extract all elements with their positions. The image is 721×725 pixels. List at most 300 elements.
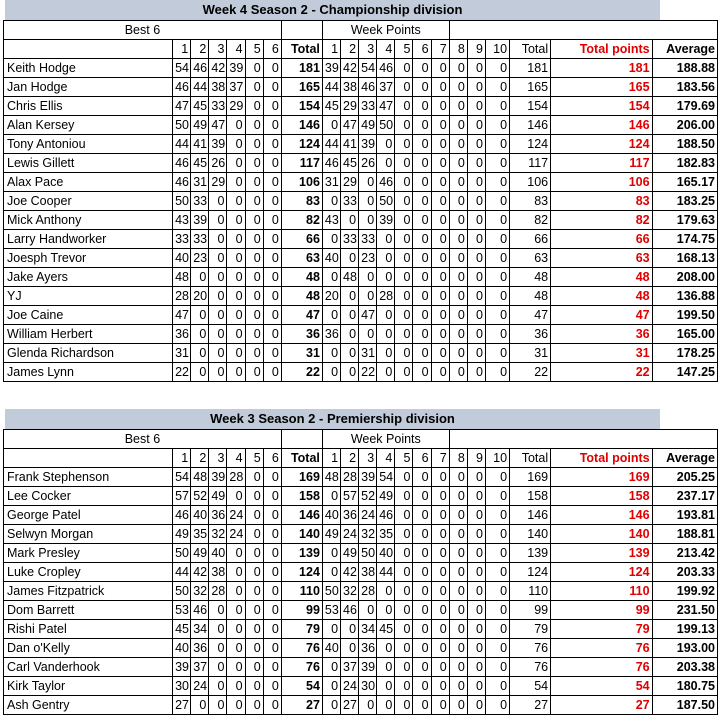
- week-score-cell: 0: [431, 192, 449, 211]
- week-score-cell: 0: [449, 116, 467, 135]
- week-score-cell: 0: [449, 230, 467, 249]
- week-score-cell: 0: [485, 154, 509, 173]
- total-points-cell: 154: [551, 97, 652, 116]
- week-score-cell: 0: [467, 173, 485, 192]
- best-score-cell: 0: [263, 696, 281, 715]
- best-score-cell: 27: [173, 696, 191, 715]
- week-score-cell: 54: [377, 468, 395, 487]
- week-column-header: 6: [413, 449, 431, 468]
- week-score-cell: 0: [467, 363, 485, 382]
- total-points-cell: 54: [551, 677, 652, 696]
- best-score-cell: 36: [209, 506, 227, 525]
- best-score-cell: 0: [245, 154, 263, 173]
- week-score-cell: 0: [431, 344, 449, 363]
- week-score-cell: 0: [377, 363, 395, 382]
- best-total-cell: 99: [281, 601, 322, 620]
- best6-header: Best 6: [4, 430, 282, 449]
- week-score-cell: 0: [431, 582, 449, 601]
- best-score-cell: 0: [263, 192, 281, 211]
- best-total-cell: 139: [281, 544, 322, 563]
- table-row: [4, 468, 718, 487]
- week-score-cell: 0: [449, 192, 467, 211]
- total-points-cell: 63: [551, 249, 652, 268]
- week-score-cell: 32: [359, 525, 377, 544]
- average-cell: 199.13: [652, 620, 717, 639]
- week-score-cell: 50: [322, 582, 340, 601]
- total-points-cell: 139: [551, 544, 652, 563]
- best-score-cell: 0: [227, 249, 245, 268]
- week-score-cell: 0: [413, 677, 431, 696]
- week-score-cell: 0: [449, 506, 467, 525]
- week-score-cell: 0: [395, 563, 413, 582]
- week-score-cell: 0: [449, 658, 467, 677]
- week-score-cell: 50: [359, 544, 377, 563]
- week-score-cell: 26: [359, 154, 377, 173]
- group-header-row: [4, 21, 718, 40]
- total-points-cell: 76: [551, 639, 652, 658]
- week-score-cell: 0: [485, 268, 509, 287]
- table-row: [4, 601, 718, 620]
- table-row: [4, 154, 718, 173]
- player-name: Tony Antoniou: [4, 135, 173, 154]
- best-score-cell: 54: [173, 59, 191, 78]
- average-cell: 136.88: [652, 287, 717, 306]
- best-score-cell: 0: [263, 135, 281, 154]
- best-total-cell: 124: [281, 563, 322, 582]
- week-score-cell: 46: [377, 506, 395, 525]
- week-score-cell: 45: [322, 97, 340, 116]
- week-score-cell: 29: [341, 97, 359, 116]
- total-column-header: Total: [281, 449, 322, 468]
- week-score-cell: 0: [467, 658, 485, 677]
- week-score-cell: 0: [431, 677, 449, 696]
- name-column-header: [4, 449, 173, 468]
- average-cell: 231.50: [652, 601, 717, 620]
- table-row: [4, 287, 718, 306]
- week-score-cell: 0: [377, 230, 395, 249]
- week-score-cell: 0: [395, 249, 413, 268]
- best-total-cell: 76: [281, 639, 322, 658]
- week-score-cell: 0: [413, 192, 431, 211]
- week-score-cell: 0: [413, 211, 431, 230]
- total2-column-header: Total: [510, 40, 551, 59]
- best-score-cell: 0: [263, 287, 281, 306]
- total-points-cell: 48: [551, 268, 652, 287]
- week-score-cell: 0: [485, 658, 509, 677]
- best-score-cell: 0: [245, 59, 263, 78]
- week-total-cell: 140: [510, 525, 551, 544]
- week-column-header: 9: [467, 40, 485, 59]
- week-score-cell: 24: [341, 525, 359, 544]
- week-column-header: 1: [322, 40, 340, 59]
- best-score-cell: 0: [209, 639, 227, 658]
- total-points-cell: 47: [551, 306, 652, 325]
- best-column-header: 3: [209, 40, 227, 59]
- best-score-cell: 0: [263, 544, 281, 563]
- best-score-cell: 0: [245, 97, 263, 116]
- best-total-cell: 146: [281, 506, 322, 525]
- average-cell: 199.50: [652, 306, 717, 325]
- player-name: Frank Stephenson: [4, 468, 173, 487]
- best-column-header: 4: [227, 40, 245, 59]
- best-score-cell: 0: [245, 287, 263, 306]
- best-score-cell: 0: [263, 563, 281, 582]
- week-score-cell: 0: [322, 563, 340, 582]
- week-score-cell: 39: [359, 658, 377, 677]
- table-row: [4, 59, 718, 78]
- player-name: Luke Cropley: [4, 563, 173, 582]
- best-score-cell: 0: [245, 192, 263, 211]
- week-score-cell: 40: [322, 249, 340, 268]
- week-total-cell: 139: [510, 544, 551, 563]
- week-score-cell: 0: [413, 230, 431, 249]
- week-score-cell: 0: [449, 563, 467, 582]
- week-score-cell: 0: [449, 173, 467, 192]
- table-row: [4, 487, 718, 506]
- best-total-cell: 181: [281, 59, 322, 78]
- best-score-cell: 0: [263, 325, 281, 344]
- best-score-cell: 0: [263, 487, 281, 506]
- week-score-cell: 0: [359, 287, 377, 306]
- week-total-cell: 31: [510, 344, 551, 363]
- best-score-cell: 39: [209, 135, 227, 154]
- week-score-cell: 0: [395, 211, 413, 230]
- table-row: [4, 639, 718, 658]
- week-score-cell: 0: [377, 135, 395, 154]
- best-score-cell: 54: [173, 468, 191, 487]
- best-score-cell: 57: [173, 487, 191, 506]
- week-total-cell: 63: [510, 249, 551, 268]
- week-score-cell: 0: [485, 211, 509, 230]
- best-total-cell: 158: [281, 487, 322, 506]
- best-score-cell: 0: [227, 230, 245, 249]
- best-score-cell: 0: [263, 677, 281, 696]
- best-score-cell: 28: [209, 582, 227, 601]
- total-points-cell: 83: [551, 192, 652, 211]
- week-score-cell: 0: [395, 306, 413, 325]
- best-score-cell: 0: [263, 59, 281, 78]
- average-cell: 203.38: [652, 658, 717, 677]
- best-column-header: 5: [245, 449, 263, 468]
- week-score-cell: 0: [413, 601, 431, 620]
- best-column-header: 2: [191, 40, 209, 59]
- week-score-cell: 0: [449, 639, 467, 658]
- best-score-cell: 47: [209, 116, 227, 135]
- average-cell: 188.50: [652, 135, 717, 154]
- best-score-cell: 0: [191, 363, 209, 382]
- best-score-cell: 40: [173, 249, 191, 268]
- best-score-cell: 38: [209, 78, 227, 97]
- player-name: Alan Kersey: [4, 116, 173, 135]
- best-total-cell: 169: [281, 468, 322, 487]
- best-score-cell: 49: [209, 487, 227, 506]
- week-score-cell: 0: [467, 154, 485, 173]
- week-score-cell: 0: [431, 658, 449, 677]
- week-score-cell: 0: [485, 325, 509, 344]
- week-score-cell: 0: [395, 287, 413, 306]
- week-score-cell: 50: [377, 192, 395, 211]
- best-score-cell: 53: [173, 601, 191, 620]
- week-total-cell: 27: [510, 696, 551, 715]
- best-total-cell: 36: [281, 325, 322, 344]
- week-score-cell: 45: [377, 620, 395, 639]
- standings-table: [3, 429, 718, 715]
- week-score-cell: 0: [467, 230, 485, 249]
- best-column-header: 1: [173, 449, 191, 468]
- table-row: [4, 563, 718, 582]
- best-score-cell: 37: [191, 658, 209, 677]
- week-score-cell: 24: [341, 677, 359, 696]
- best-score-cell: 0: [263, 582, 281, 601]
- best-score-cell: 49: [191, 544, 209, 563]
- week-score-cell: 38: [341, 78, 359, 97]
- week-score-cell: 33: [341, 192, 359, 211]
- week-score-cell: 0: [449, 468, 467, 487]
- week-score-cell: 0: [395, 601, 413, 620]
- week-score-cell: 0: [485, 363, 509, 382]
- best-score-cell: 33: [191, 230, 209, 249]
- best-score-cell: 0: [209, 287, 227, 306]
- week-score-cell: 46: [377, 59, 395, 78]
- best-score-cell: 0: [263, 363, 281, 382]
- player-name: Ash Gentry: [4, 696, 173, 715]
- week-score-cell: 0: [413, 363, 431, 382]
- best-score-cell: 0: [245, 582, 263, 601]
- table-row: [4, 192, 718, 211]
- week-column-header: 5: [395, 449, 413, 468]
- week-score-cell: 46: [341, 601, 359, 620]
- best-score-cell: 43: [173, 211, 191, 230]
- total-points-cell: 106: [551, 173, 652, 192]
- week-score-cell: 0: [377, 658, 395, 677]
- table-row: [4, 268, 718, 287]
- best-score-cell: 33: [209, 97, 227, 116]
- week-score-cell: 20: [322, 287, 340, 306]
- best-score-cell: 0: [227, 325, 245, 344]
- week-score-cell: 0: [431, 696, 449, 715]
- week-score-cell: 0: [413, 344, 431, 363]
- best-column-header: 4: [227, 449, 245, 468]
- week-score-cell: 0: [431, 363, 449, 382]
- week-score-cell: 44: [322, 135, 340, 154]
- week-score-cell: 0: [395, 582, 413, 601]
- table-row: [4, 525, 718, 544]
- best-score-cell: 31: [191, 173, 209, 192]
- week-score-cell: 43: [322, 211, 340, 230]
- week-score-cell: 0: [431, 59, 449, 78]
- total-points-cell: 165: [551, 78, 652, 97]
- week-score-cell: 0: [467, 97, 485, 116]
- week-score-cell: 0: [413, 78, 431, 97]
- best-total-cell: 146: [281, 116, 322, 135]
- best-score-cell: 0: [191, 696, 209, 715]
- best-score-cell: 0: [209, 677, 227, 696]
- best-score-cell: 0: [245, 116, 263, 135]
- best-score-cell: 0: [245, 487, 263, 506]
- week-score-cell: 0: [322, 344, 340, 363]
- week-score-cell: 0: [431, 468, 449, 487]
- week-score-cell: 34: [359, 620, 377, 639]
- best-score-cell: 0: [263, 97, 281, 116]
- best-score-cell: 49: [173, 525, 191, 544]
- average-cell: 206.00: [652, 116, 717, 135]
- best-column-header: 3: [209, 449, 227, 468]
- header-spacer: [281, 21, 322, 40]
- best-total-cell: 82: [281, 211, 322, 230]
- best-score-cell: 45: [191, 97, 209, 116]
- best-score-cell: 0: [263, 344, 281, 363]
- best-score-cell: 0: [227, 192, 245, 211]
- week-score-cell: 0: [341, 249, 359, 268]
- week-score-cell: 0: [395, 468, 413, 487]
- week-score-cell: 0: [341, 325, 359, 344]
- best-score-cell: 0: [209, 230, 227, 249]
- week-score-cell: 0: [359, 325, 377, 344]
- best-score-cell: 46: [173, 173, 191, 192]
- week-total-cell: 54: [510, 677, 551, 696]
- week-score-cell: 57: [341, 487, 359, 506]
- table-row: [4, 344, 718, 363]
- column-header-row: [4, 40, 718, 59]
- week-total-cell: 165: [510, 78, 551, 97]
- week-score-cell: 28: [377, 287, 395, 306]
- best-total-cell: 22: [281, 363, 322, 382]
- premiership-table-section: [3, 409, 718, 715]
- player-name: Joe Cooper: [4, 192, 173, 211]
- average-cell: 183.56: [652, 78, 717, 97]
- best-score-cell: 0: [209, 601, 227, 620]
- best-score-cell: 0: [263, 525, 281, 544]
- week-score-cell: 0: [449, 344, 467, 363]
- best-score-cell: 34: [191, 620, 209, 639]
- average-cell: 208.00: [652, 268, 717, 287]
- week-score-cell: 0: [322, 677, 340, 696]
- week-score-cell: 0: [413, 59, 431, 78]
- total-points-cell: 82: [551, 211, 652, 230]
- best-score-cell: 52: [191, 487, 209, 506]
- average-cell: 178.25: [652, 344, 717, 363]
- week-column-header: 4: [377, 449, 395, 468]
- week-score-cell: 0: [413, 620, 431, 639]
- week-score-cell: 48: [322, 468, 340, 487]
- best-score-cell: 42: [191, 563, 209, 582]
- week-score-cell: 0: [431, 249, 449, 268]
- best-total-cell: 76: [281, 658, 322, 677]
- week-score-cell: 0: [341, 363, 359, 382]
- best-score-cell: 0: [245, 211, 263, 230]
- week-score-cell: 0: [322, 306, 340, 325]
- best-total-cell: 31: [281, 344, 322, 363]
- week-column-header: 7: [431, 40, 449, 59]
- week-total-cell: 146: [510, 116, 551, 135]
- week-score-cell: 0: [485, 696, 509, 715]
- player-name: Chris Ellis: [4, 97, 173, 116]
- week-score-cell: 0: [341, 344, 359, 363]
- best-score-cell: 46: [191, 601, 209, 620]
- week-column-header: 8: [449, 449, 467, 468]
- total-points-cell: 169: [551, 468, 652, 487]
- table-row: [4, 249, 718, 268]
- week-score-cell: 0: [377, 268, 395, 287]
- week-column-header: 6: [413, 40, 431, 59]
- week-total-cell: 47: [510, 306, 551, 325]
- best-score-cell: 46: [173, 506, 191, 525]
- week-score-cell: 0: [485, 563, 509, 582]
- week-score-cell: 0: [485, 468, 509, 487]
- best-score-cell: 46: [191, 59, 209, 78]
- week-score-cell: 36: [359, 639, 377, 658]
- player-name: Alax Pace: [4, 173, 173, 192]
- total-points-cell: 124: [551, 563, 652, 582]
- player-name: Selwyn Morgan: [4, 525, 173, 544]
- standings-table: [3, 20, 718, 382]
- best-score-cell: 0: [209, 192, 227, 211]
- best-score-cell: 0: [227, 696, 245, 715]
- week-score-cell: 0: [395, 154, 413, 173]
- best-score-cell: 44: [191, 78, 209, 97]
- best-score-cell: 40: [173, 639, 191, 658]
- week-score-cell: 0: [431, 135, 449, 154]
- best-score-cell: 0: [209, 249, 227, 268]
- table-row: [4, 582, 718, 601]
- average-cell: 147.25: [652, 363, 717, 382]
- week-score-cell: 0: [449, 268, 467, 287]
- player-name: Joe Caine: [4, 306, 173, 325]
- best-score-cell: 0: [245, 230, 263, 249]
- total-points-cell: 99: [551, 601, 652, 620]
- table-title: Week 4 Season 2 - Championship division: [5, 0, 660, 20]
- best-score-cell: 32: [209, 525, 227, 544]
- best-score-cell: 0: [245, 506, 263, 525]
- best-score-cell: 50: [173, 582, 191, 601]
- best-column-header: 2: [191, 449, 209, 468]
- best-score-cell: 0: [209, 620, 227, 639]
- best-score-cell: 0: [209, 268, 227, 287]
- week-score-cell: 0: [395, 268, 413, 287]
- player-name: Lewis Gillett: [4, 154, 173, 173]
- best-score-cell: 0: [227, 487, 245, 506]
- best-score-cell: 23: [191, 249, 209, 268]
- week-score-cell: 0: [341, 620, 359, 639]
- average-cell: 213.42: [652, 544, 717, 563]
- week-score-cell: 0: [485, 525, 509, 544]
- best-total-cell: 83: [281, 192, 322, 211]
- player-name: Rishi Patel: [4, 620, 173, 639]
- table-row: [4, 116, 718, 135]
- week-score-cell: 0: [322, 658, 340, 677]
- week-score-cell: 0: [431, 639, 449, 658]
- best-score-cell: 39: [209, 468, 227, 487]
- week-score-cell: 0: [467, 192, 485, 211]
- best-score-cell: 28: [227, 468, 245, 487]
- week-score-cell: 0: [322, 544, 340, 563]
- best-score-cell: 35: [191, 525, 209, 544]
- week-score-cell: 0: [467, 468, 485, 487]
- week-score-cell: 0: [485, 230, 509, 249]
- best-total-cell: 48: [281, 268, 322, 287]
- best-score-cell: 0: [191, 344, 209, 363]
- week-score-cell: 0: [413, 544, 431, 563]
- table-title: Week 3 Season 2 - Premiership division: [5, 409, 660, 429]
- best-score-cell: 0: [245, 468, 263, 487]
- week-score-cell: 40: [322, 506, 340, 525]
- average-column-header: Average: [652, 449, 717, 468]
- week-score-cell: 0: [431, 211, 449, 230]
- week-score-cell: 0: [395, 135, 413, 154]
- best-score-cell: 0: [263, 154, 281, 173]
- best-score-cell: 0: [227, 173, 245, 192]
- week-score-cell: 33: [359, 97, 377, 116]
